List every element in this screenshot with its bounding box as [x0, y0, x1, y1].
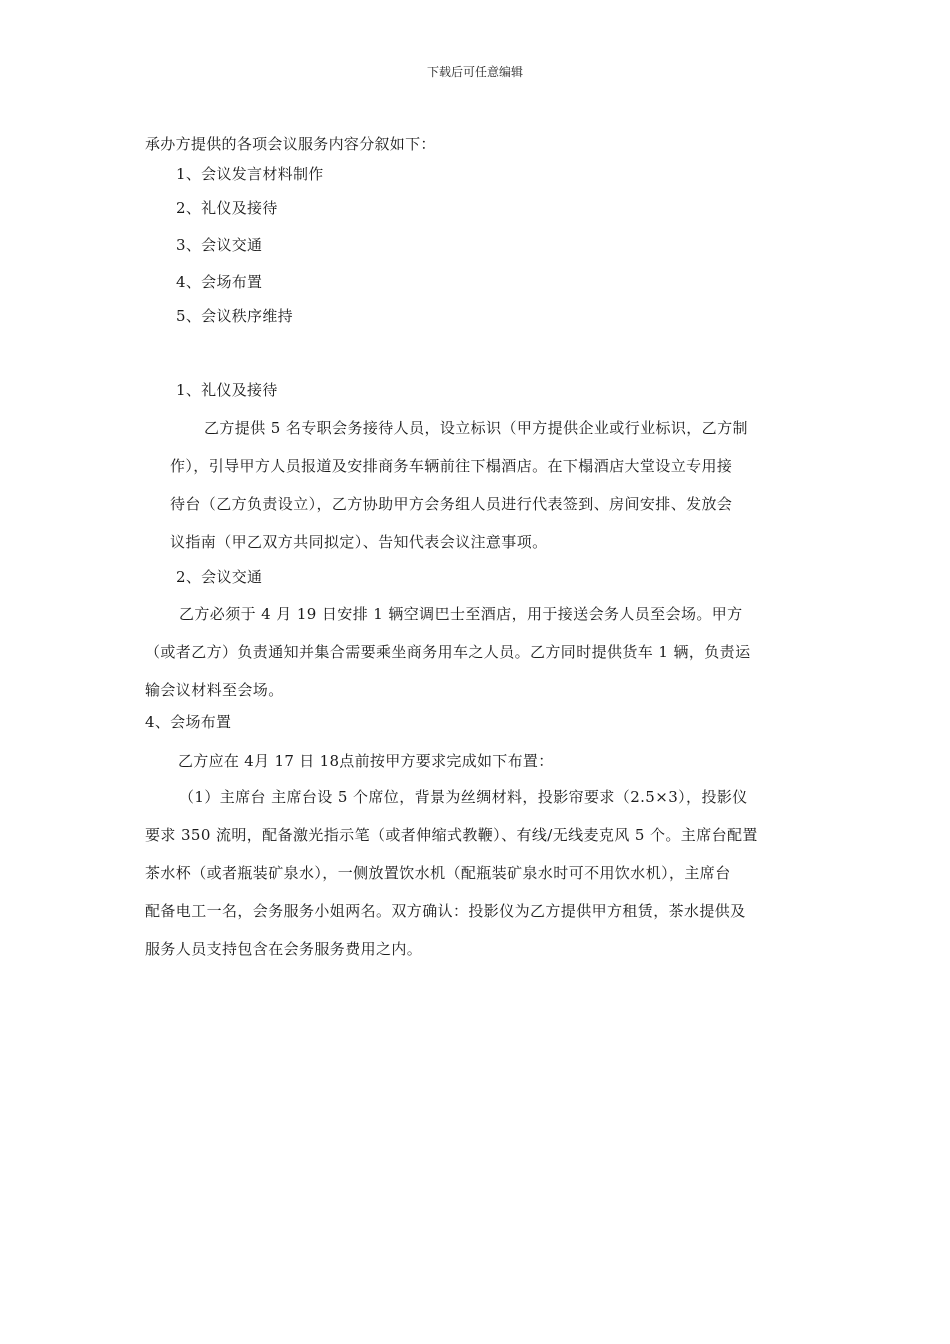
etiquette-line-2: 作），引导甲方人员报道及安排商务车辆前往下榻酒店。在下榻酒店大堂设立专用接: [170, 457, 733, 475]
list-item-5: 5、会议秩序维持: [176, 307, 293, 325]
section-heading-etiquette: 1、礼仪及接待: [176, 381, 278, 399]
list-item-1: 1、会议发言材料制作: [176, 165, 324, 183]
transport-line-3: 输会议材料至会场。: [145, 681, 284, 699]
venue-intro: 乙方应在 4月 17 日 18点前按甲方要求完成如下布置：: [178, 752, 554, 770]
list-item-3: 3、会议交通: [176, 236, 263, 254]
venue-line-1: （1）主席台 主席台设 5 个席位，背景为丝绸材料，投影帘要求（2.5×3），投影仪: [179, 788, 748, 806]
etiquette-paragraph: [170, 409, 748, 561]
venue-line-4: 配备电工一名，会务服务小姐两名。双方确认：投影仪为乙方提供甲方租赁，茶水提供及: [145, 902, 746, 920]
etiquette-line-1: 乙方提供 5 名专职会务接待人员，设立标识（甲方提供企业或行业标识，乙方制: [204, 419, 748, 437]
list-item-4: 4、会场布置: [176, 273, 263, 291]
venue-line-2: 要求 350 流明，配备激光指示笔（或者伸缩式教鞭）、有线/无线麦克风 5 个。主席台配置: [145, 826, 758, 844]
transport-line-2: （或者乙方）负责通知并集合需要乘坐商务用车之人员。乙方同时提供货车 1 辆，负责运: [145, 643, 751, 661]
transport-line-1: 乙方必须于 4 月 19 日安排 1 辆空调巴士至酒店，用于接送会务人员至会场。甲方: [179, 605, 743, 623]
list-item-2: 2、礼仪及接待: [176, 199, 278, 217]
etiquette-line-4: 议指南（甲乙双方共同拟定）、告知代表会议注意事项。: [170, 533, 548, 551]
venue-paragraph: [145, 778, 758, 968]
section-heading-venue: 4、会场布置: [145, 713, 232, 731]
intro-text: 承办方提供的各项会议服务内容分叙如下：: [145, 135, 436, 153]
page-header: 下载后可任意编辑: [426, 65, 523, 79]
venue-line-3: 茶水杯（或者瓶装矿泉水），一侧放置饮水机（配瓶装矿泉水时可不用饮水机），主席台: [145, 864, 731, 882]
section-heading-transport: 2、会议交通: [176, 568, 263, 586]
transport-paragraph: [145, 595, 750, 709]
venue-line-5: 服务人员支持包含在会务服务费用之内。: [145, 940, 423, 958]
etiquette-line-3: 待台（乙方负责设立），乙方协助甲方会务组人员进行代表签到、房间安排、发放会: [170, 495, 733, 513]
